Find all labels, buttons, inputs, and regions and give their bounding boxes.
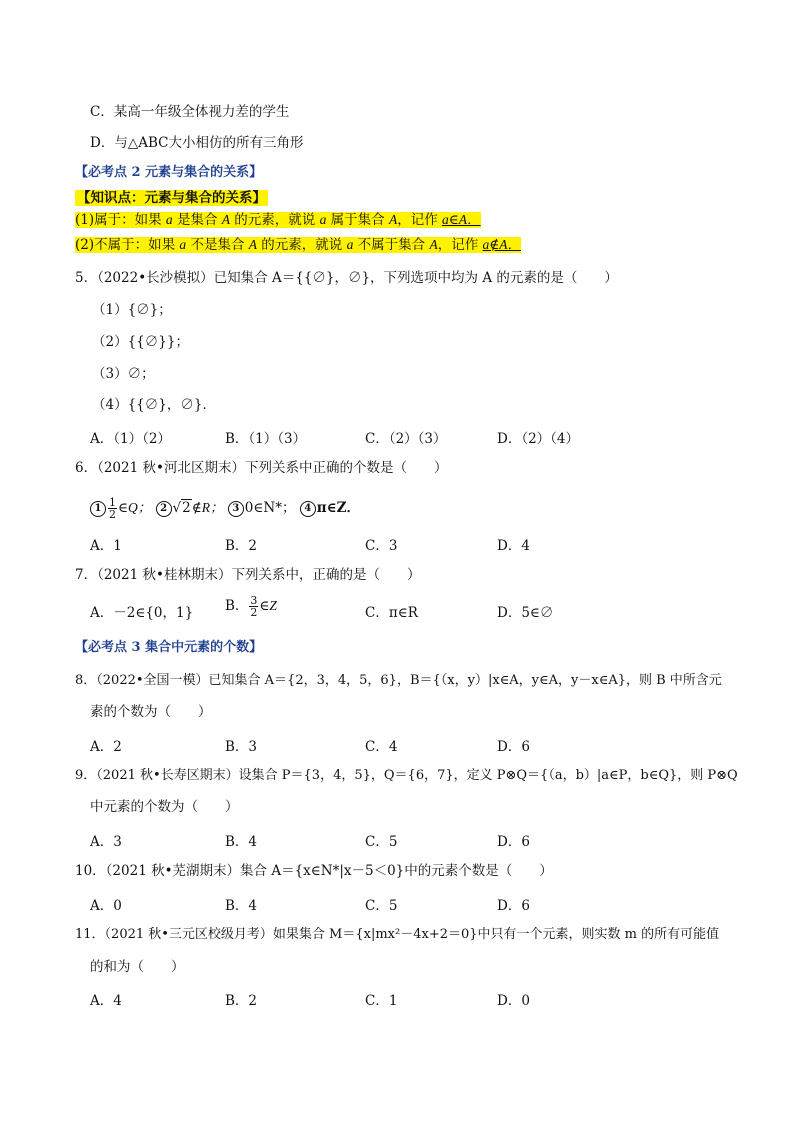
- q7-fraction: [249, 595, 258, 618]
- q11-stem-line-2: 的和为（ ）: [90, 959, 185, 975]
- q5-option-b[interactable]: B．（1）（3）: [225, 431, 307, 447]
- k2-mid3: 不属于集合: [353, 237, 430, 253]
- q7-option-d[interactable]: D．5∈∅: [497, 605, 554, 621]
- q9-option-a[interactable]: A．3: [90, 834, 122, 850]
- option-d-text: D．与△ABC大小相仿的所有三角形: [90, 135, 304, 151]
- k2-var-A2: A: [429, 237, 438, 252]
- circle-number-2: 2: [156, 501, 172, 517]
- q7-option-b-suffix: ∈Z: [259, 598, 277, 613]
- q11-option-b[interactable]: B．2: [225, 993, 258, 1009]
- q6-option-b[interactable]: B．2: [225, 538, 258, 554]
- q6-relations: [90, 496, 360, 520]
- knowledge-title: [75, 189, 268, 207]
- section-2-title: 【必考点 2 元素与集合的关系】: [75, 165, 263, 180]
- q5-item-3: （3）∅；: [92, 366, 155, 382]
- circle-number-3: 3: [228, 501, 244, 517]
- q5-option-d[interactable]: D．（2）（4）: [497, 431, 580, 447]
- k2-prefix: (2)不属于：如果: [75, 237, 180, 253]
- k2-mid1: 不是集合: [186, 237, 249, 253]
- q7-frac-num: 3: [250, 594, 258, 607]
- k1-var-a2: a: [319, 212, 327, 227]
- q6-frac-den: 2: [109, 508, 116, 521]
- q6-rel-4: π∈Z．: [316, 500, 360, 516]
- k2-mid2: 的元素，就说: [257, 237, 347, 253]
- q8-stem-line-1: 8．（2022•全国一模）已知集合 A＝{2，3，4，5，6}，B＝{（x，y）|x∈A，y∈A，y－x∈A}，则 B 中所含元: [75, 673, 722, 688]
- q6-option-a[interactable]: A．1: [90, 538, 122, 554]
- k1-mid1: 是集合: [172, 212, 222, 228]
- k2-var-A: A: [248, 237, 258, 252]
- q5-option-c[interactable]: C．（2）（3）: [365, 431, 447, 447]
- q8-option-a[interactable]: A．2: [90, 739, 122, 755]
- q10-option-c[interactable]: C．5: [365, 898, 398, 914]
- q6-frac-num: 1: [109, 496, 116, 509]
- q6-option-c[interactable]: C．3: [365, 538, 398, 554]
- q7-frac-den: 2: [250, 606, 258, 619]
- k1-mid4: ，记作: [397, 212, 442, 228]
- q7-option-b-prefix: B．: [225, 598, 249, 614]
- q5-stem: 5．（2022•长沙模拟）已知集合 A＝{{∅}，∅}，下列选项中均为 A 的元素的是（ ）: [75, 270, 618, 286]
- q10-option-a[interactable]: A．0: [90, 898, 122, 914]
- q10-stem: 10．（2021 秋•芜湖期末）集合 A＝{x∈N*|x－5＜0}中的元素个数是（ ）: [75, 863, 553, 879]
- knowledge-title-text: 【知识点：元素与集合的关系】: [77, 190, 266, 206]
- k1-var-a: a: [165, 212, 173, 227]
- k1-mid3: 属于集合: [326, 212, 389, 228]
- circle-number-4: 4: [300, 501, 316, 517]
- k1-mid2: 的元素，就说: [230, 212, 320, 228]
- q8-option-d[interactable]: D．6: [497, 739, 530, 755]
- q11-option-c[interactable]: C．1: [365, 993, 398, 1009]
- q6-rel-3: 0∈N*；: [244, 500, 296, 516]
- option-c-text: C．某高一年级全体视力差的学生: [90, 104, 290, 120]
- k1-prefix: (1)属于：如果: [75, 212, 166, 228]
- k1-formula: a∈A．: [442, 212, 481, 227]
- q10-option-b[interactable]: B．4: [225, 898, 258, 914]
- k1-var-A2: A: [388, 212, 398, 227]
- k1-var-A: A: [221, 212, 231, 227]
- q7-stem: 7．（2021 秋•桂林期末）下列关系中，正确的是（ ）: [75, 567, 421, 583]
- q8-option-c[interactable]: C．4: [365, 739, 398, 755]
- knowledge-point-2: [75, 236, 521, 254]
- q9-stem-line-2: 中元素的个数为（ ）: [90, 799, 239, 815]
- q6-rel-1: ∈Q；: [118, 500, 152, 515]
- q6-fraction: [108, 497, 117, 520]
- q7-option-a[interactable]: A．－2∈{0，1}: [90, 605, 194, 621]
- circle-number-1: 1: [90, 501, 106, 517]
- k2-mid4: ，记作: [437, 237, 483, 253]
- sqrt-icon: √: [172, 500, 182, 516]
- q10-option-d[interactable]: D．6: [497, 898, 530, 914]
- q9-option-d[interactable]: D．6: [497, 834, 530, 850]
- k2-formula: a∉A．: [482, 237, 521, 252]
- q6-sqrt-value: 2: [182, 500, 191, 516]
- knowledge-point-1: [75, 211, 481, 229]
- q6-stem: 6．（2021 秋•河北区期末）下列关系中正确的个数是（ ）: [75, 460, 448, 476]
- q6-rel-2: ∉R；: [191, 500, 224, 515]
- q11-option-a[interactable]: A．4: [90, 993, 122, 1009]
- q8-stem-line-2: 素的个数为（ ）: [90, 704, 212, 720]
- q9-option-b[interactable]: B．4: [225, 834, 258, 850]
- q5-item-2: （2）{{∅}}；: [92, 334, 189, 350]
- q8-option-b[interactable]: B．3: [225, 739, 258, 755]
- q5-item-1: （1）{∅}；: [92, 302, 172, 318]
- k2-var-a: a: [179, 237, 187, 252]
- q7-option-c[interactable]: C．π∈R: [365, 605, 418, 621]
- q11-option-d[interactable]: D．0: [497, 993, 530, 1009]
- q9-stem-line-1: 9．（2021 秋•长寿区期末）设集合 P＝{3，4，5}，Q＝{6，7}，定义 P⊗Q＝{（a，b）|a∈P，b∈Q}，则 P⊗Q: [75, 768, 738, 783]
- q6-option-d[interactable]: D．4: [497, 538, 530, 554]
- section-3-title: 【必考点 3 集合中元素的个数】: [75, 640, 263, 655]
- k2-var-a2: a: [346, 237, 354, 252]
- q7-option-b[interactable]: [225, 594, 277, 618]
- q9-option-c[interactable]: C．5: [365, 834, 398, 850]
- q11-stem-line-1: 11．（2021 秋•三元区校级月考）如果集合 M＝{x|mx²－4x+2＝0}中只有一个元素，则实数 m 的所有可能值: [75, 927, 720, 942]
- q5-option-a[interactable]: A．（1）（2）: [90, 431, 171, 447]
- q5-item-4: （4）{{∅}，∅}．: [92, 397, 216, 413]
